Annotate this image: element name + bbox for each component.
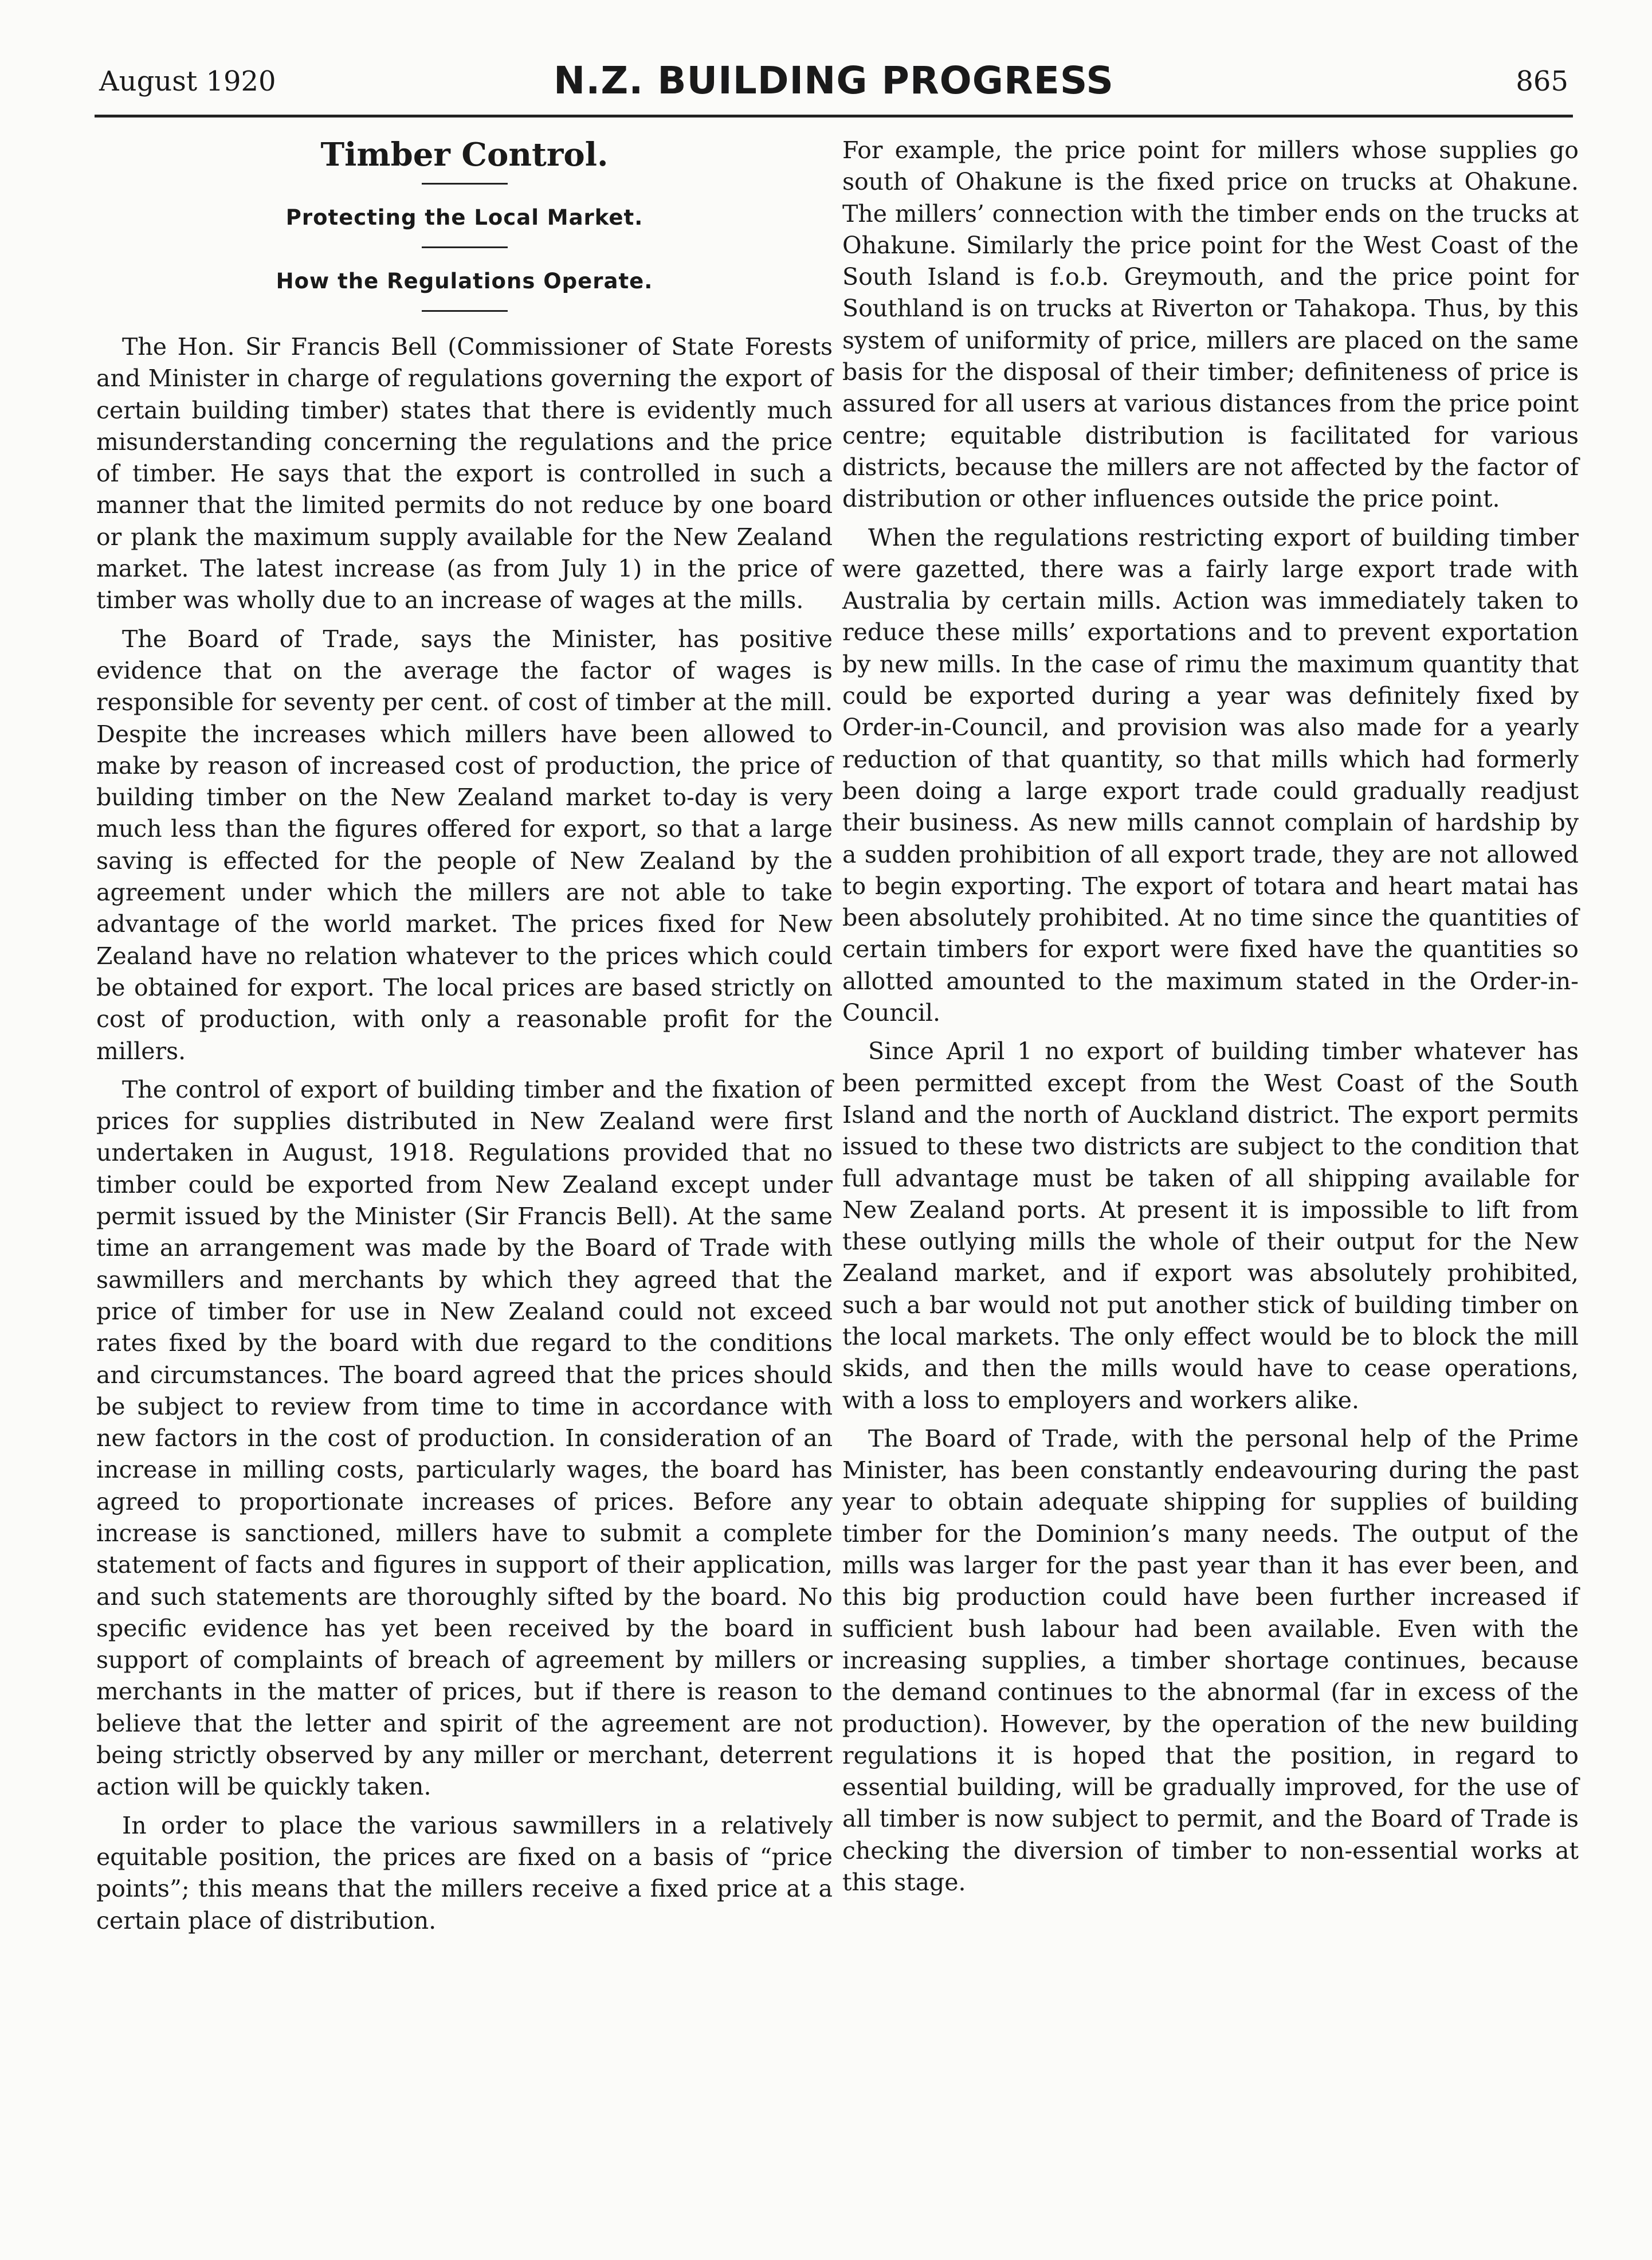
title-divider [422, 183, 508, 185]
paragraph-5: For example, the price point for millers whose supplies go south of Ohakune is the fixed price on trucks at Ohakune. The millers’ connection with the timber ends on the trucks at Ohakune. Similarly the price point for the West Coast of the South Island is f.o.b. Greymouth, and the price point for Southland is on trucks at Riverton or Tahakopa. Thus, by this system of uniformity of price, millers are placed on the same basis for the disposal of their timber; definiteness of price is assured for all users at various distances from the price point centre; equitable distribution is facilitated for various districts, because the millers are not affected by the factor of distribution or other influences outside the price point. [842, 136, 1579, 513]
paragraph-1: The Hon. Sir Francis Bell (Commissioner of State Forests and Minister in charge of regulations governing the export of certain building timber) states that there is evidently much misunderstanding concerning the regulations and the price of timber. He says that the export is controlled in such a manner that the limited permits do not reduce by one board or plank the maximum supply available for the New Zealand market. The latest increase (as from July 1) in the price of timber was wholly due to an increase of wages at the mills. [96, 333, 833, 614]
subtitle-divider-1 [422, 246, 508, 248]
article-title: Timber Control. [320, 136, 609, 174]
paragraph-4: In order to place the various sawmillers in a relatively equitable position, the prices are fixed on a basis of “price points”; this means that the millers receive a fixed price at a certain place of distribution. [96, 1811, 833, 1934]
page-number: 865 [1516, 65, 1568, 97]
paragraph-3: The control of export of building timber and the fixation of prices for supplies distributed in New Zealand were first undertaken in August, 1918. Regulations provided that no timber could be exported from New Zealand except under permit issued by the Minister (Sir Francis Bell). At the same time an arrangement was made by the Board of Trade with sawmillers and merchants by which they agreed that the price of timber for use in New Zealand could not exceed rates fixed by the board with due regard to the conditions and circumstances. The board agreed that the prices should be subject to review from time to time in accordance with new factors in the cost of production. In consideration of an increase in milling costs, particularly wages, the board has agreed to proportionate increases of prices. Before any increase is sanctioned, millers have to submit a complete statement of facts and figures in support of their application, and such statements are thoroughly sifted by the board. No specific evidence has yet been received by the board in support of complaints of breach of agreement by millers or merchants in the matter of prices, but if there is reason to believe that the letter and spirit of the agreement are not being strictly observed by any miller or merchant, deterrent action will be quickly taken. [96, 1075, 833, 1801]
subtitle-divider-2 [422, 310, 508, 312]
left-column [96, 135, 833, 1944]
paragraph-7: Since April 1 no export of building timber whatever has been permitted except from the West Coast of the South Island and the north of Auckland district. The export permits issued to these two districts are subject to the condition that full advantage must be taken of all shipping available for New Zealand ports. At present it is impossible to lift from these outlying mills the whole of their output for the New Zealand market, and if export was absolutely prohibited, such a bar would not put another stick of building timber on the local markets. The only effect would be to block the mill skids, and then the mills would have to cease operations, with a loss to employers and workers alike. [842, 1037, 1579, 1414]
article-subtitle-2: How the Regulations Operate. [276, 269, 653, 293]
paragraph-8: The Board of Trade, with the personal help of the Prime Minister, has been constantly endeavouring during the past year to obtain adequate shipping for supplies of building timber for the Dominion’s many needs. The output of the mills was larger for the past year than it has ever been, and this big production could have been further increased if sufficient bush labour had been available. Even with the increasing supplies, a timber shortage continues, because the demand continues to the abnormal (far in excess of the production). However, by the operation of the new building regulations it is hoped that the position, in regard to essential building, will be gradually improved, for the use of all timber is now subject to permit, and the Board of Trade is checking the diversion of timber to non-essential works at this stage. [842, 1424, 1579, 1897]
publication-title: N.Z. BUILDING PROGRESS [554, 58, 1114, 103]
right-column [842, 135, 1579, 1905]
page-header [95, 58, 1573, 117]
article-subtitle-1: Protecting the Local Market. [285, 205, 643, 230]
header-date: August 1920 [99, 65, 276, 97]
paragraph-2: The Board of Trade, says the Minister, has positive evidence that on the average the factor of wages is responsible for seventy per cent. of cost of timber at the mill. Despite the increases which millers have been allowed to make by reason of increased cost of production, the price of building timber on the New Zealand market to-day is very much less than the figures offered for export, so that a large saving is effected for the people of New Zealand by the agreement under which the millers are not able to take advantage of the world market. The prices fixed for New Zealand have no relation whatever to the prices which could be obtained for export. The local prices are based strictly on cost of production, with only a reasonable profit for the millers. [96, 625, 833, 1065]
paragraph-6: When the regulations restricting export of building timber were gazetted, there was a fairly large export trade with Australia by certain mills. Action was immediately taken to reduce these mills’ exportations and to prevent exportation by new mills. In the case of rimu the maximum quantity that could be exported during a year was definitely fixed by Order-in-Council, and provision was also made for a yearly reduction of that quantity, so that mills which had formerly been doing a large export trade could gradually readjust their business. As new mills cannot complain of hardship by a sudden prohibition of all export trade, they are not allowed to begin exporting. The export of totara and heart matai has been absolutely prohibited. At no time since the quantities of certain timbers for export were fixed have the quantities so allotted amounted to the maximum stated in the Order-in-Council. [842, 523, 1579, 1027]
